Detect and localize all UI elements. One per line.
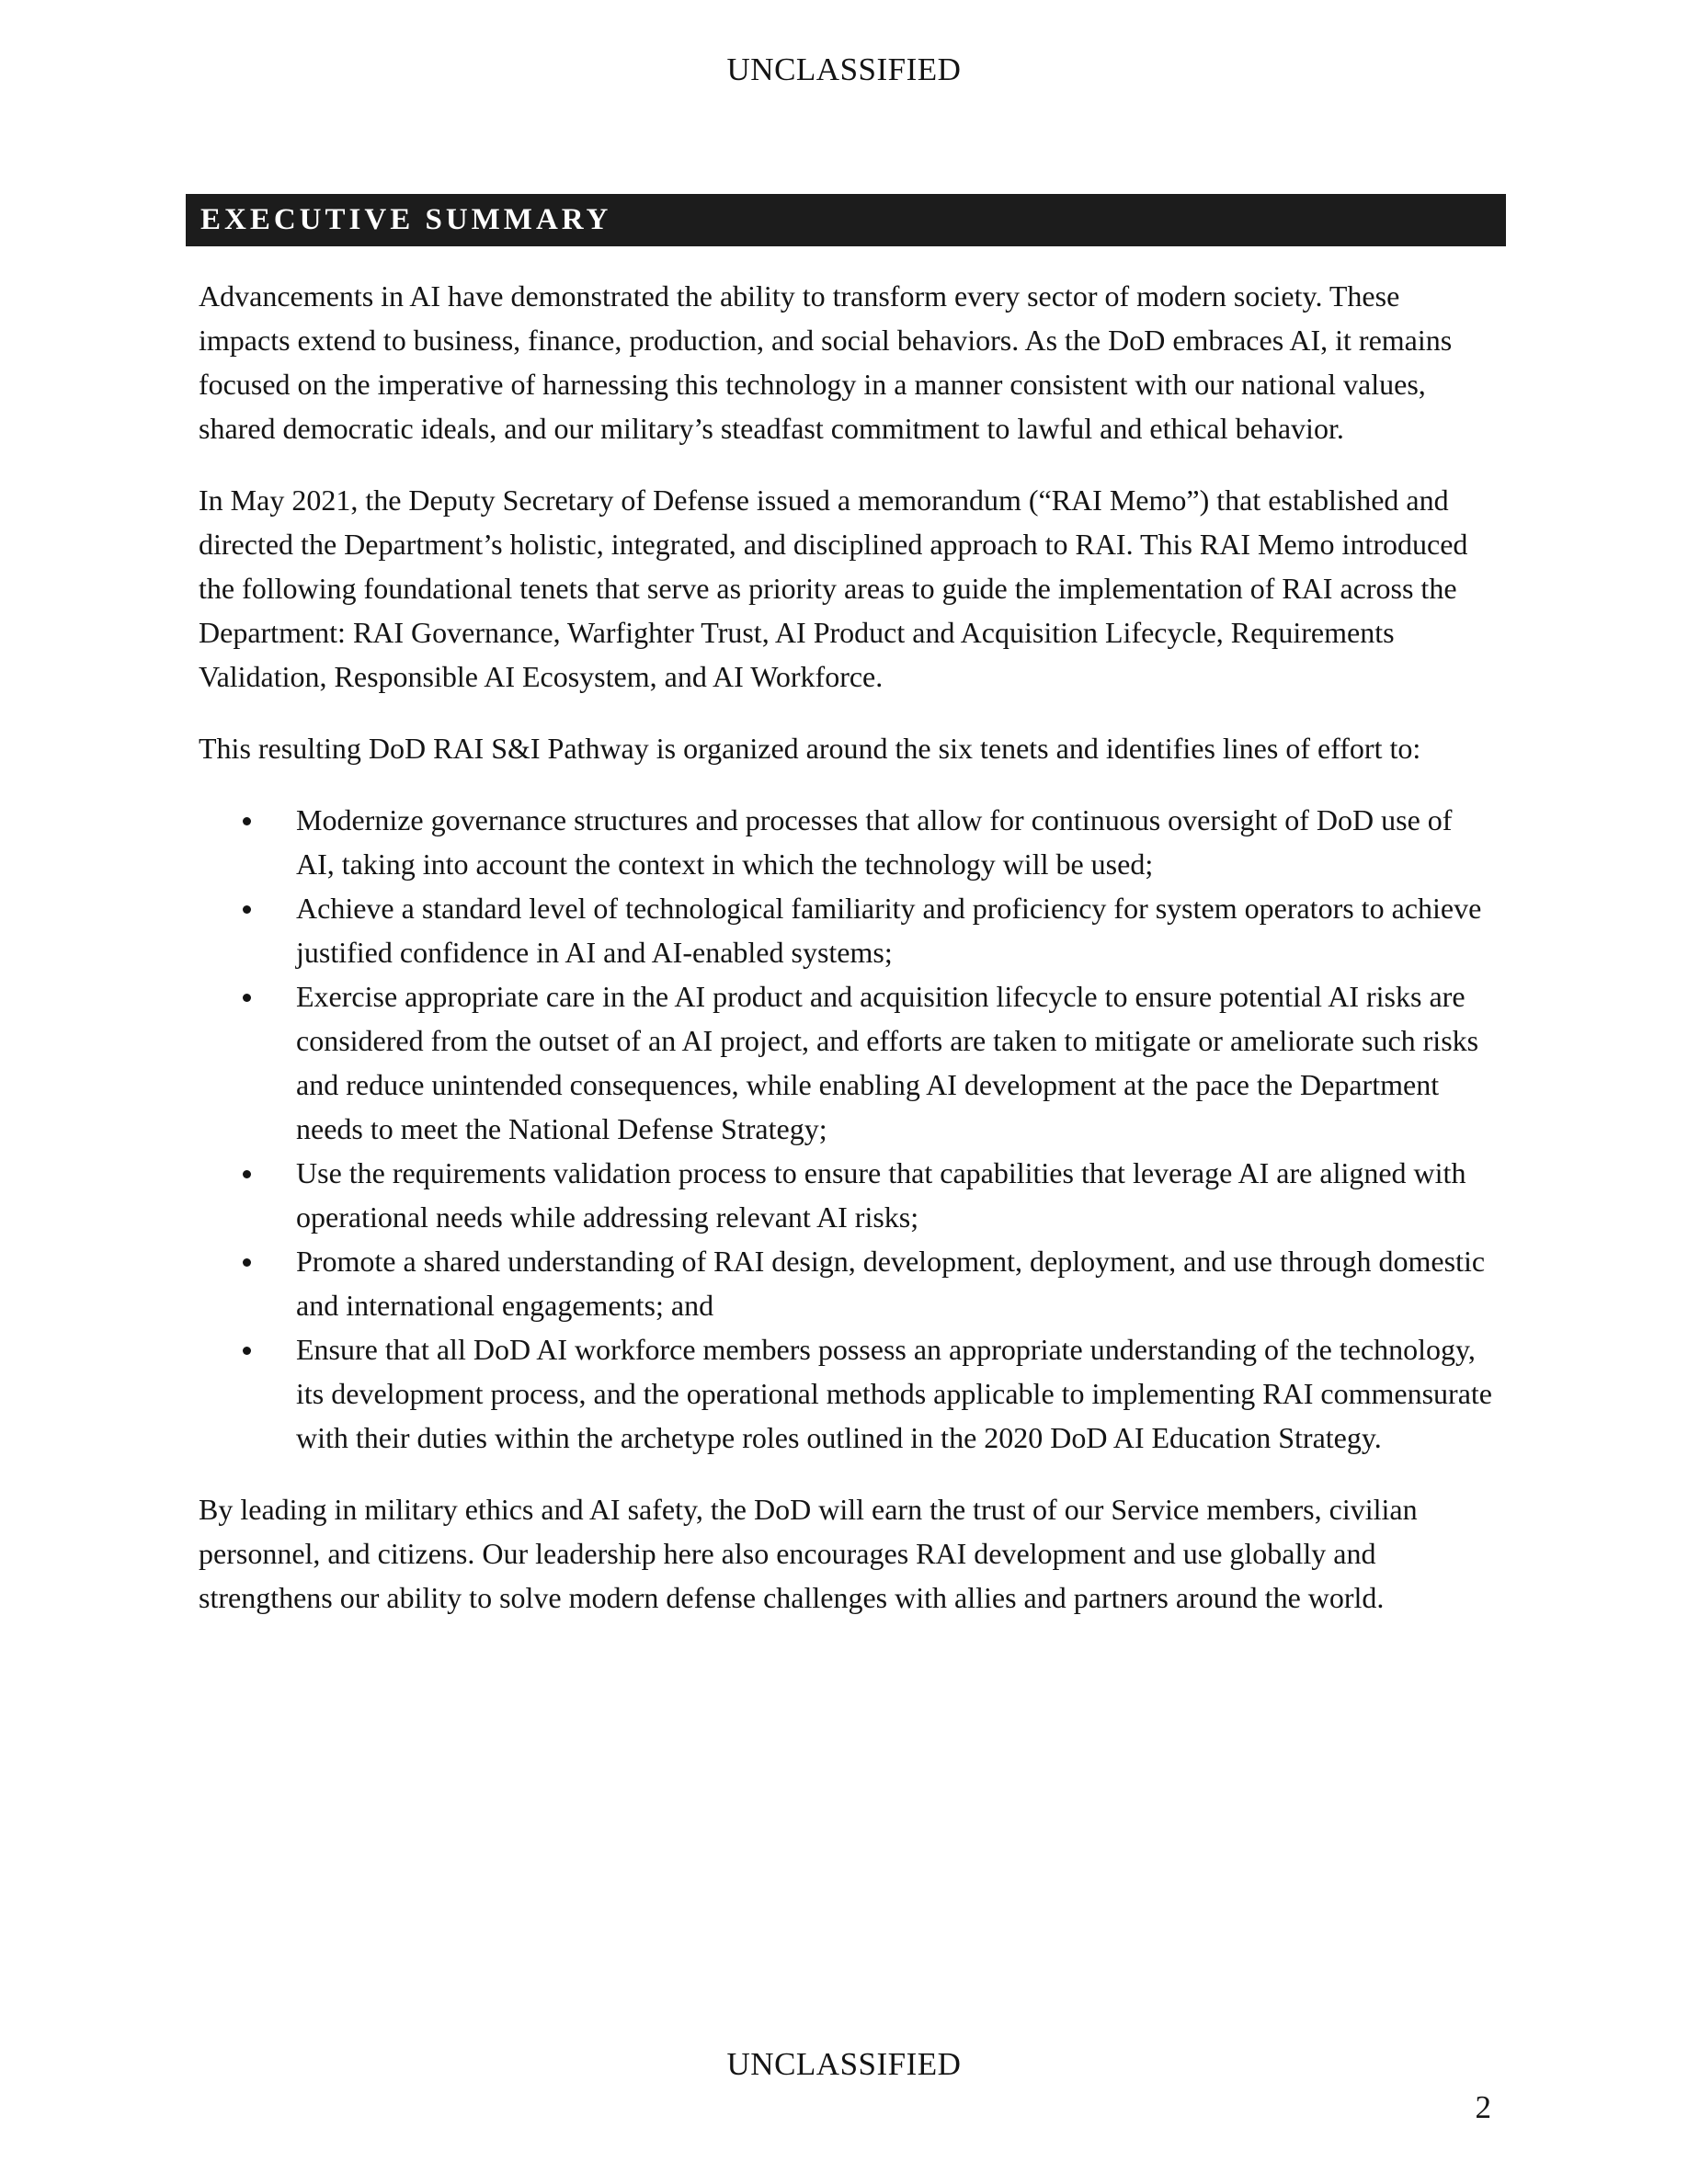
list-item (296, 1151, 1495, 1239)
list-item (296, 798, 1495, 886)
bullet-icon (243, 1347, 251, 1355)
paragraph: Advancements in AI have demonstrated the ability to transform every sector of modern society. These impacts extend to business, finance, production, and social behaviors. As the DoD embraces AI, it remains focused on the imperative of harnessing this technology in a manner consistent with our national values, shared democratic ideals, and our military’s steadfast commitment to lawful and ethical behavior. (199, 279, 1453, 445)
bullet-icon (243, 994, 251, 1002)
bullet-icon (243, 1258, 251, 1267)
section-heading-bar (186, 194, 1506, 246)
section-title: EXECUTIVE SUMMARY (200, 203, 612, 236)
page-number: 2 (1475, 2089, 1491, 2125)
paragraph: This resulting DoD RAI S&I Pathway is organized around the six tenets and identifies lines of effort to: (199, 732, 1421, 765)
list-item (296, 974, 1495, 1151)
bullet-list (199, 798, 1495, 1460)
list-item (296, 886, 1495, 974)
list-item-text: Ensure that all DoD AI workforce members possess an appropriate understanding of the technology, its development process, and the operational methods applicable to implementing RAI commensurate with their duties within the archetype roles outlined in the 2020 DoD AI Education Strategy. (296, 1333, 1492, 1454)
list-item-text: Promote a shared understanding of RAI design, development, deployment, and use through domestic and international engagements; and (296, 1245, 1486, 1322)
list-item-text: Use the requirements validation process to ensure that capabilities that leverage AI are aligned with operational needs while addressing relevant AI risks; (296, 1156, 1466, 1234)
bullet-icon (243, 817, 251, 825)
classification-header: UNCLASSIFIED (726, 51, 962, 87)
closing-paragraph: By leading in military ethics and AI safety, the DoD will earn the trust of our Service members, civilian personnel, and citizens. Our leadership here also encourages RAI development and use globally and strengthens our ability to solve modern defense challenges with allies and partners around the world. (199, 1493, 1418, 1614)
list-item-text: Exercise appropriate care in the AI product and acquisition lifecycle to ensure potential AI risks are considered from the outset of an AI project, and efforts are taken to mitigate or ameliorate such risks and reduce unintended consequences, while enabling AI development at the pace the Department needs to meet the National Defense Strategy; (296, 980, 1479, 1145)
paragraph: In May 2021, the Deputy Secretary of Defense issued a memorandum (“RAI Memo”) that established and directed the Department’s holistic, integrated, and disciplined approach to RAI. This RAI Memo introduced the following foundational tenets that serve as priority areas to guide the implementation of RAI across the Department: RAI Governance, Warfighter Trust, AI Product and Acquisition Lifecycle, Requirements Validation, Responsible AI Ecosystem, and AI Workforce. (199, 483, 1468, 693)
bullet-icon (243, 1170, 251, 1178)
classification-footer: UNCLASSIFIED (726, 2046, 962, 2082)
list-item-text: Modernize governance structures and processes that allow for continuous oversight of DoD use of AI, taking into account the context in which the technology will be used; (296, 803, 1453, 881)
list-item-text: Achieve a standard level of technological familiarity and proficiency for system operators to achieve justified confidence in AI and AI-enabled systems; (296, 892, 1482, 969)
bullet-icon (243, 905, 251, 914)
list-item (296, 1327, 1495, 1460)
document-body (199, 274, 1495, 1647)
list-item (296, 1239, 1495, 1327)
